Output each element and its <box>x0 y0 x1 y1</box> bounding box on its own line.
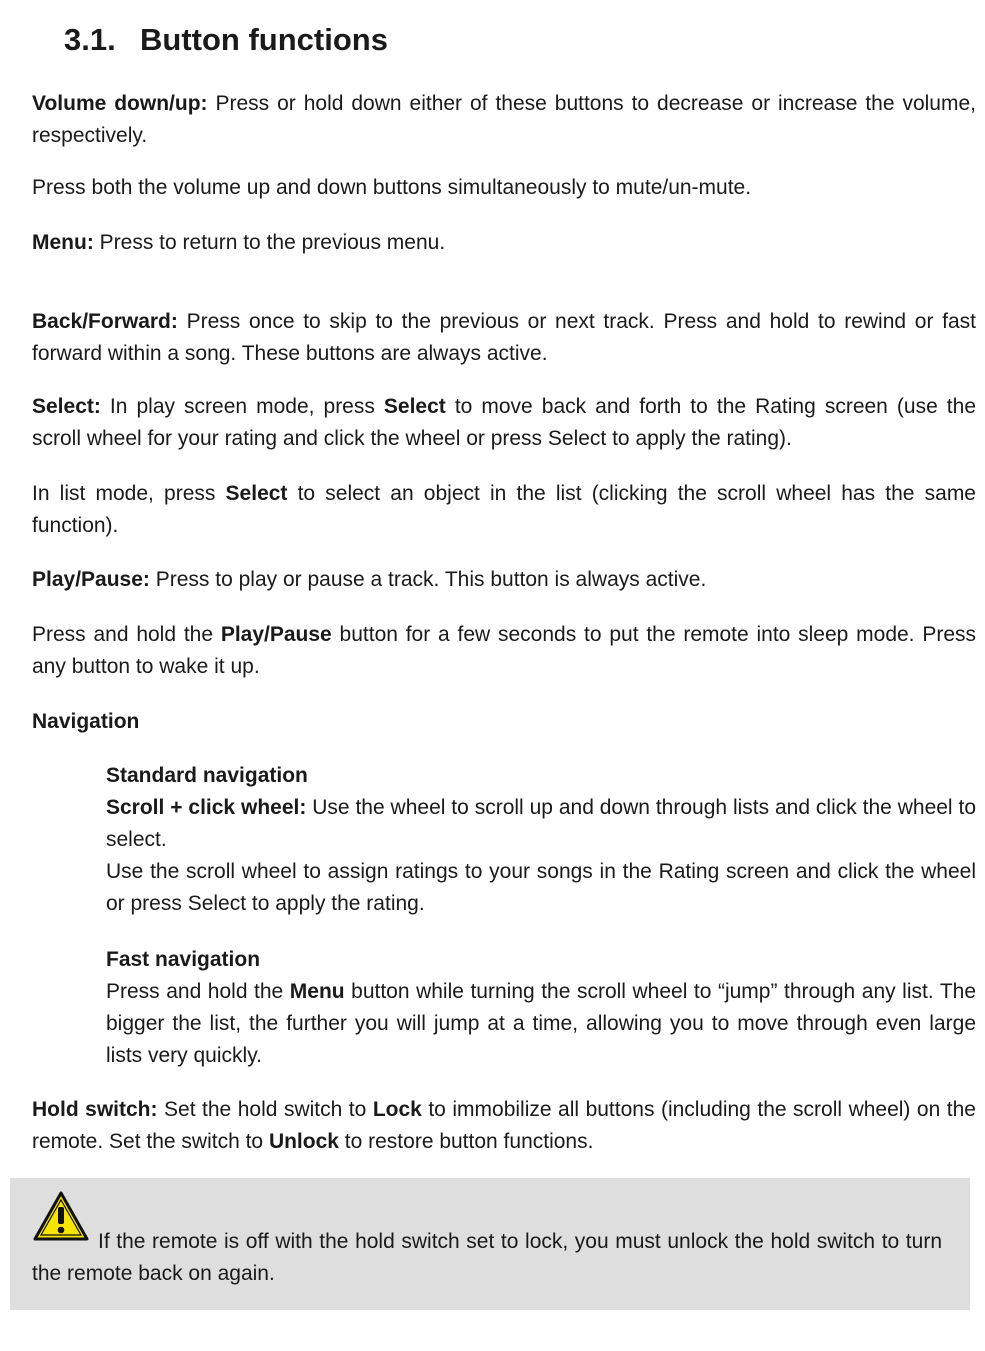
scroll-wheel-text-2: Use the scroll wheel to assign ratings to your songs in the Rating screen and click the wheel or press Select to apply the rating. <box>106 860 976 915</box>
section-number: 3.1. <box>64 22 116 57</box>
hold-switch-lock: Lock <box>372 1098 422 1121</box>
scroll-wheel-text: Use the wheel to scroll up and down through lists and click the wheel to select. <box>106 796 976 851</box>
back-forward-text: Press once to skip to the previous or next track. Press and hold to rewind or fast forward within a song. These buttons are always active. <box>32 310 976 365</box>
navigation-label: Navigation <box>32 710 140 733</box>
scroll-wheel-label: Scroll + click wheel: <box>106 796 307 819</box>
select-bold: Select <box>383 395 446 418</box>
fast-nav-text-b: button while turning the scroll wheel to “jump” through any list. The bigger the list, the further you will jump at a time, allowing you to move through even large lists very quickly. <box>106 980 977 1067</box>
warning-text: If the remote is off with the hold switch set to lock, you must unlock the hold switch to turn the remote back on again. <box>32 1230 942 1285</box>
volume-label: Volume down/up: <box>32 92 208 115</box>
fast-nav-bold: Menu <box>289 980 345 1003</box>
back-forward-label: Back/Forward: <box>32 310 178 333</box>
play-pause-paragraph <box>32 564 976 596</box>
hold-switch-label: Hold switch: <box>32 1098 158 1121</box>
navigation-heading <box>32 706 976 738</box>
volume-paragraph <box>32 88 976 152</box>
fast-navigation-heading: Fast navigation <box>106 948 261 971</box>
menu-paragraph <box>32 227 976 259</box>
section-heading <box>64 22 388 58</box>
sleep-paragraph <box>32 619 976 683</box>
hold-switch-text-a: Set the hold switch to <box>157 1098 373 1121</box>
warning-box <box>10 1178 970 1310</box>
standard-navigation-block <box>106 760 976 920</box>
fast-navigation-block <box>106 944 976 1072</box>
hold-switch-unlock: Unlock <box>268 1130 339 1153</box>
menu-label: Menu: <box>32 231 94 254</box>
hold-switch-paragraph <box>32 1094 976 1158</box>
volume-text: Press or hold down either of these buttons to decrease or increase the volume, respectively. <box>32 92 976 147</box>
section-title: Button functions <box>140 22 388 57</box>
hold-switch-text-b: to immobilize all buttons (including the scroll wheel) on the remote. Set the switch to <box>32 1098 976 1153</box>
select-text-b: to move back and forth to the Rating screen (use the scroll wheel for your rating and click the wheel or press Select to apply the rating). <box>32 395 976 450</box>
list-mode-paragraph <box>32 478 976 542</box>
mute-paragraph: Press both the volume up and down buttons simultaneously to mute/un-mute. <box>32 176 752 199</box>
select-label: Select: <box>32 395 101 418</box>
play-pause-label: Play/Pause: <box>32 568 150 591</box>
select-text-a: In play screen mode, press <box>100 395 384 418</box>
sleep-bold: Play/Pause <box>220 623 332 646</box>
list-mode-text-a: In list mode, press <box>32 482 226 505</box>
hold-switch-text-c: to restore button functions. <box>338 1130 594 1153</box>
play-pause-text: Press to play or pause a track. This button is always active. <box>149 568 707 591</box>
fast-nav-text-a: Press and hold the <box>106 980 290 1003</box>
sleep-text-a: Press and hold the <box>32 623 221 646</box>
standard-navigation-heading: Standard navigation <box>106 764 308 787</box>
back-forward-paragraph <box>32 306 976 370</box>
sleep-text-b: button for a few seconds to put the remote into sleep mode. Press any button to wake it up. <box>32 623 976 678</box>
list-mode-bold: Select <box>225 482 288 505</box>
list-mode-text-b: to select an object in the list (clicking the scroll wheel has the same function). <box>32 482 976 537</box>
select-paragraph <box>32 391 976 455</box>
menu-text: Press to return to the previous menu. <box>93 231 446 254</box>
